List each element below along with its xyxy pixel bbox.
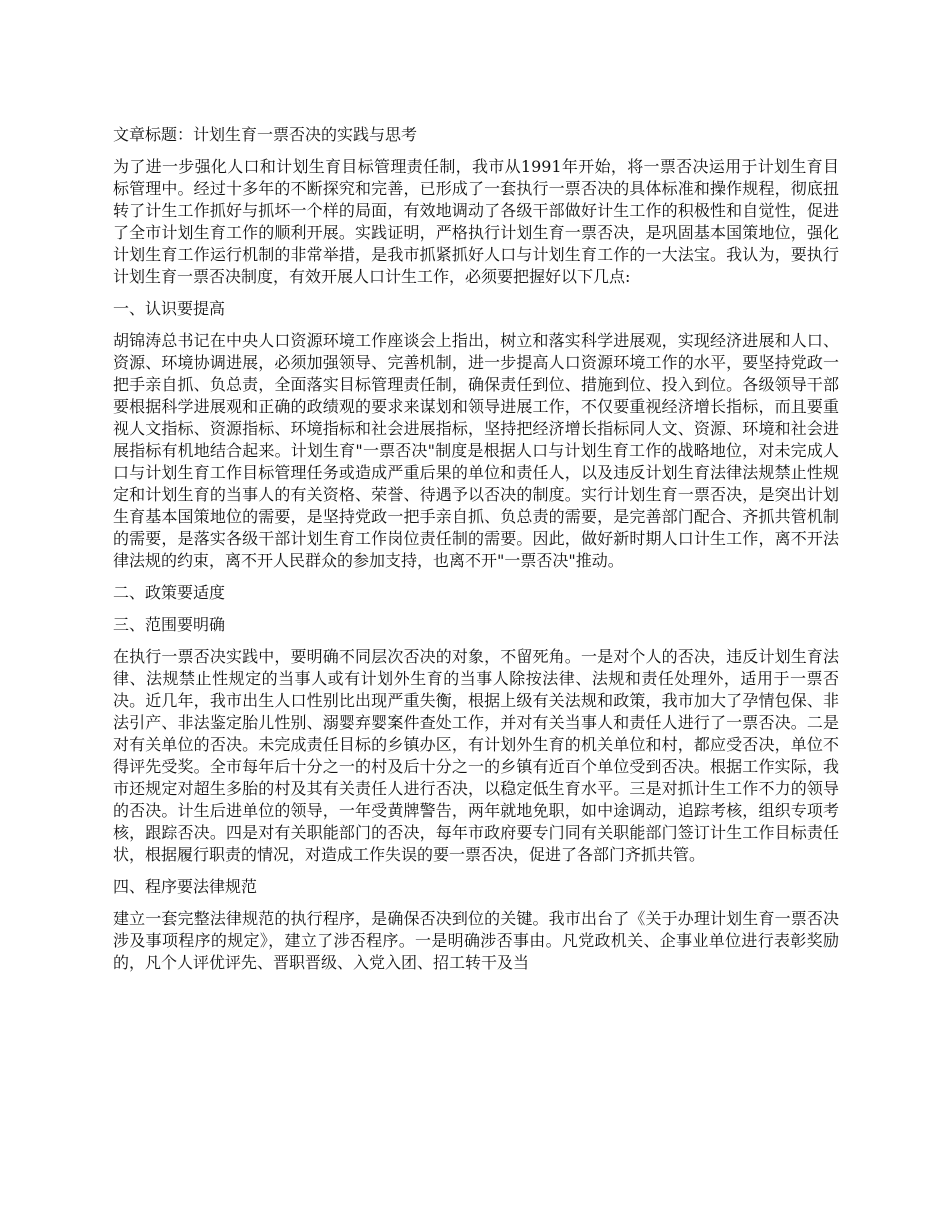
section-body-4: 建立一套完整法律规范的执行程序，是确保否决到位的关键。我市出台了《关于办理计划生育一票否决涉及事项程序的规定》，建立了涉否程序。一是明确涉否事由。凡党政机关、企事业单位进行表彰奖励的，凡个人评优评先、晋职晋级、入党入团、招工转干及当	[113, 909, 839, 972]
document-page	[113, 124, 839, 984]
section-body-1: 胡锦涛总书记在中央人口资源环境工作座谈会上指出，树立和落实科学进展观，实现经济进展和人口、资源、环境协调进展，必须加强领导、完善机制，进一步提高人口资源环境工作的水平，要坚持党政一把手亲自抓、负总责，全面落实目标管理责任制，确保责任到位、措施到位、投入到位。各级领导干部要根据科学进展观和正确的政绩观的要求来谋划和领导进展工作，不仅要重视经济增长指标，而且要重视人文指标、资源指标、环境指标和社会进展指标，坚持把经济增长指标同人文、资源、环境和社会进展指标有机地结合起来。计划生育"一票否决"制度是根据人口与计划生育工作的战略地位，对未完成人口与计划生育工作目标管理任务或造成严重后果的单位和责任人，以及违反计划生育法律法规禁止性规定和计划生育的当事人的有关资格、荣誉、待遇予以否决的制度。实行计划生育一票否决，是突出计划生育基本国策地位的需要，是坚持党政一把手亲自抓、负总责的需要，是完善部门配合、齐抓共管机制的需要，是落实各级干部计划生育工作岗位责任制的需要。因此，做好新时期人口计生工作，离不开法律法规的约束，离不开人民群众的参加支持，也离不开"一票否决"推动。	[113, 331, 839, 570]
intro-paragraph: 为了进一步强化人口和计划生育目标管理责任制，我市从1991年开始，将一票否决运用于计划生育目标管理中。经过十多年的不断探究和完善，已形成了一套执行一票否决的具体标准和操作规程，彻底扭转了计生工作抓好与抓坏一个样的局面，有效地调动了各级干部做好计生工作的积极性和自觉性，促进了全市计划生育工作的顺利开展。实践证明，严格执行计划生育一票否决，是巩固基本国策地位，强化计划生育工作运行机制的非常举措，是我市抓紧抓好人口与计划生育工作的一大法宝。我认为，要执行计划生育一票否决制度，有效开展人口计生工作，必须要把握好以下几点:	[113, 157, 839, 286]
section-body-3: 在执行一票否决实践中，要明确不同层次否决的对象，不留死角。一是对个人的否决，违反计划生育法律、法规禁止性规定的当事人或有计划外生育的当事人除按法律、法规和责任处理外，适用于一票否决。近几年，我市出生人口性别比出现严重失衡，根据上级有关法规和政策，我市加大了孕情包保、非法引产、非法鉴定胎儿性别、溺婴弃婴案件查处工作，并对有关当事人和责任人进行了一票否决。二是对有关单位的否决。未完成责任目标的乡镇办区，有计划外生育的机关单位和村，都应受否决，单位不得评先受奖。全市每年后十分之一的村及后十分之一的乡镇有近百个单位受到否决。根据工作实际，我市还规定对超生多胎的村及其有关责任人进行否决，以稳定低生育水平。三是对抓计生工作不力的领导的否决。计生后进单位的领导，一年受黄牌警告，两年就地免职，如中途调动，追踪考核，组织专项考核，跟踪否决。四是对有关职能部门的否决，每年市政府要专门同有关职能部门签订计生工作目标责任状，根据履行职责的情况，对造成工作失误的要一票否决，促进了各部门齐抓共管。	[113, 647, 839, 864]
article-title: 文章标题：计划生育一票否决的实践与思考	[113, 125, 418, 144]
section-heading-1: 一、认识要提高	[113, 299, 226, 318]
section-heading-4: 四、程序要法律规范	[113, 877, 258, 896]
section-heading-3: 三、范围要明确	[113, 615, 226, 634]
section-heading-2: 二、政策要适度	[113, 583, 226, 602]
